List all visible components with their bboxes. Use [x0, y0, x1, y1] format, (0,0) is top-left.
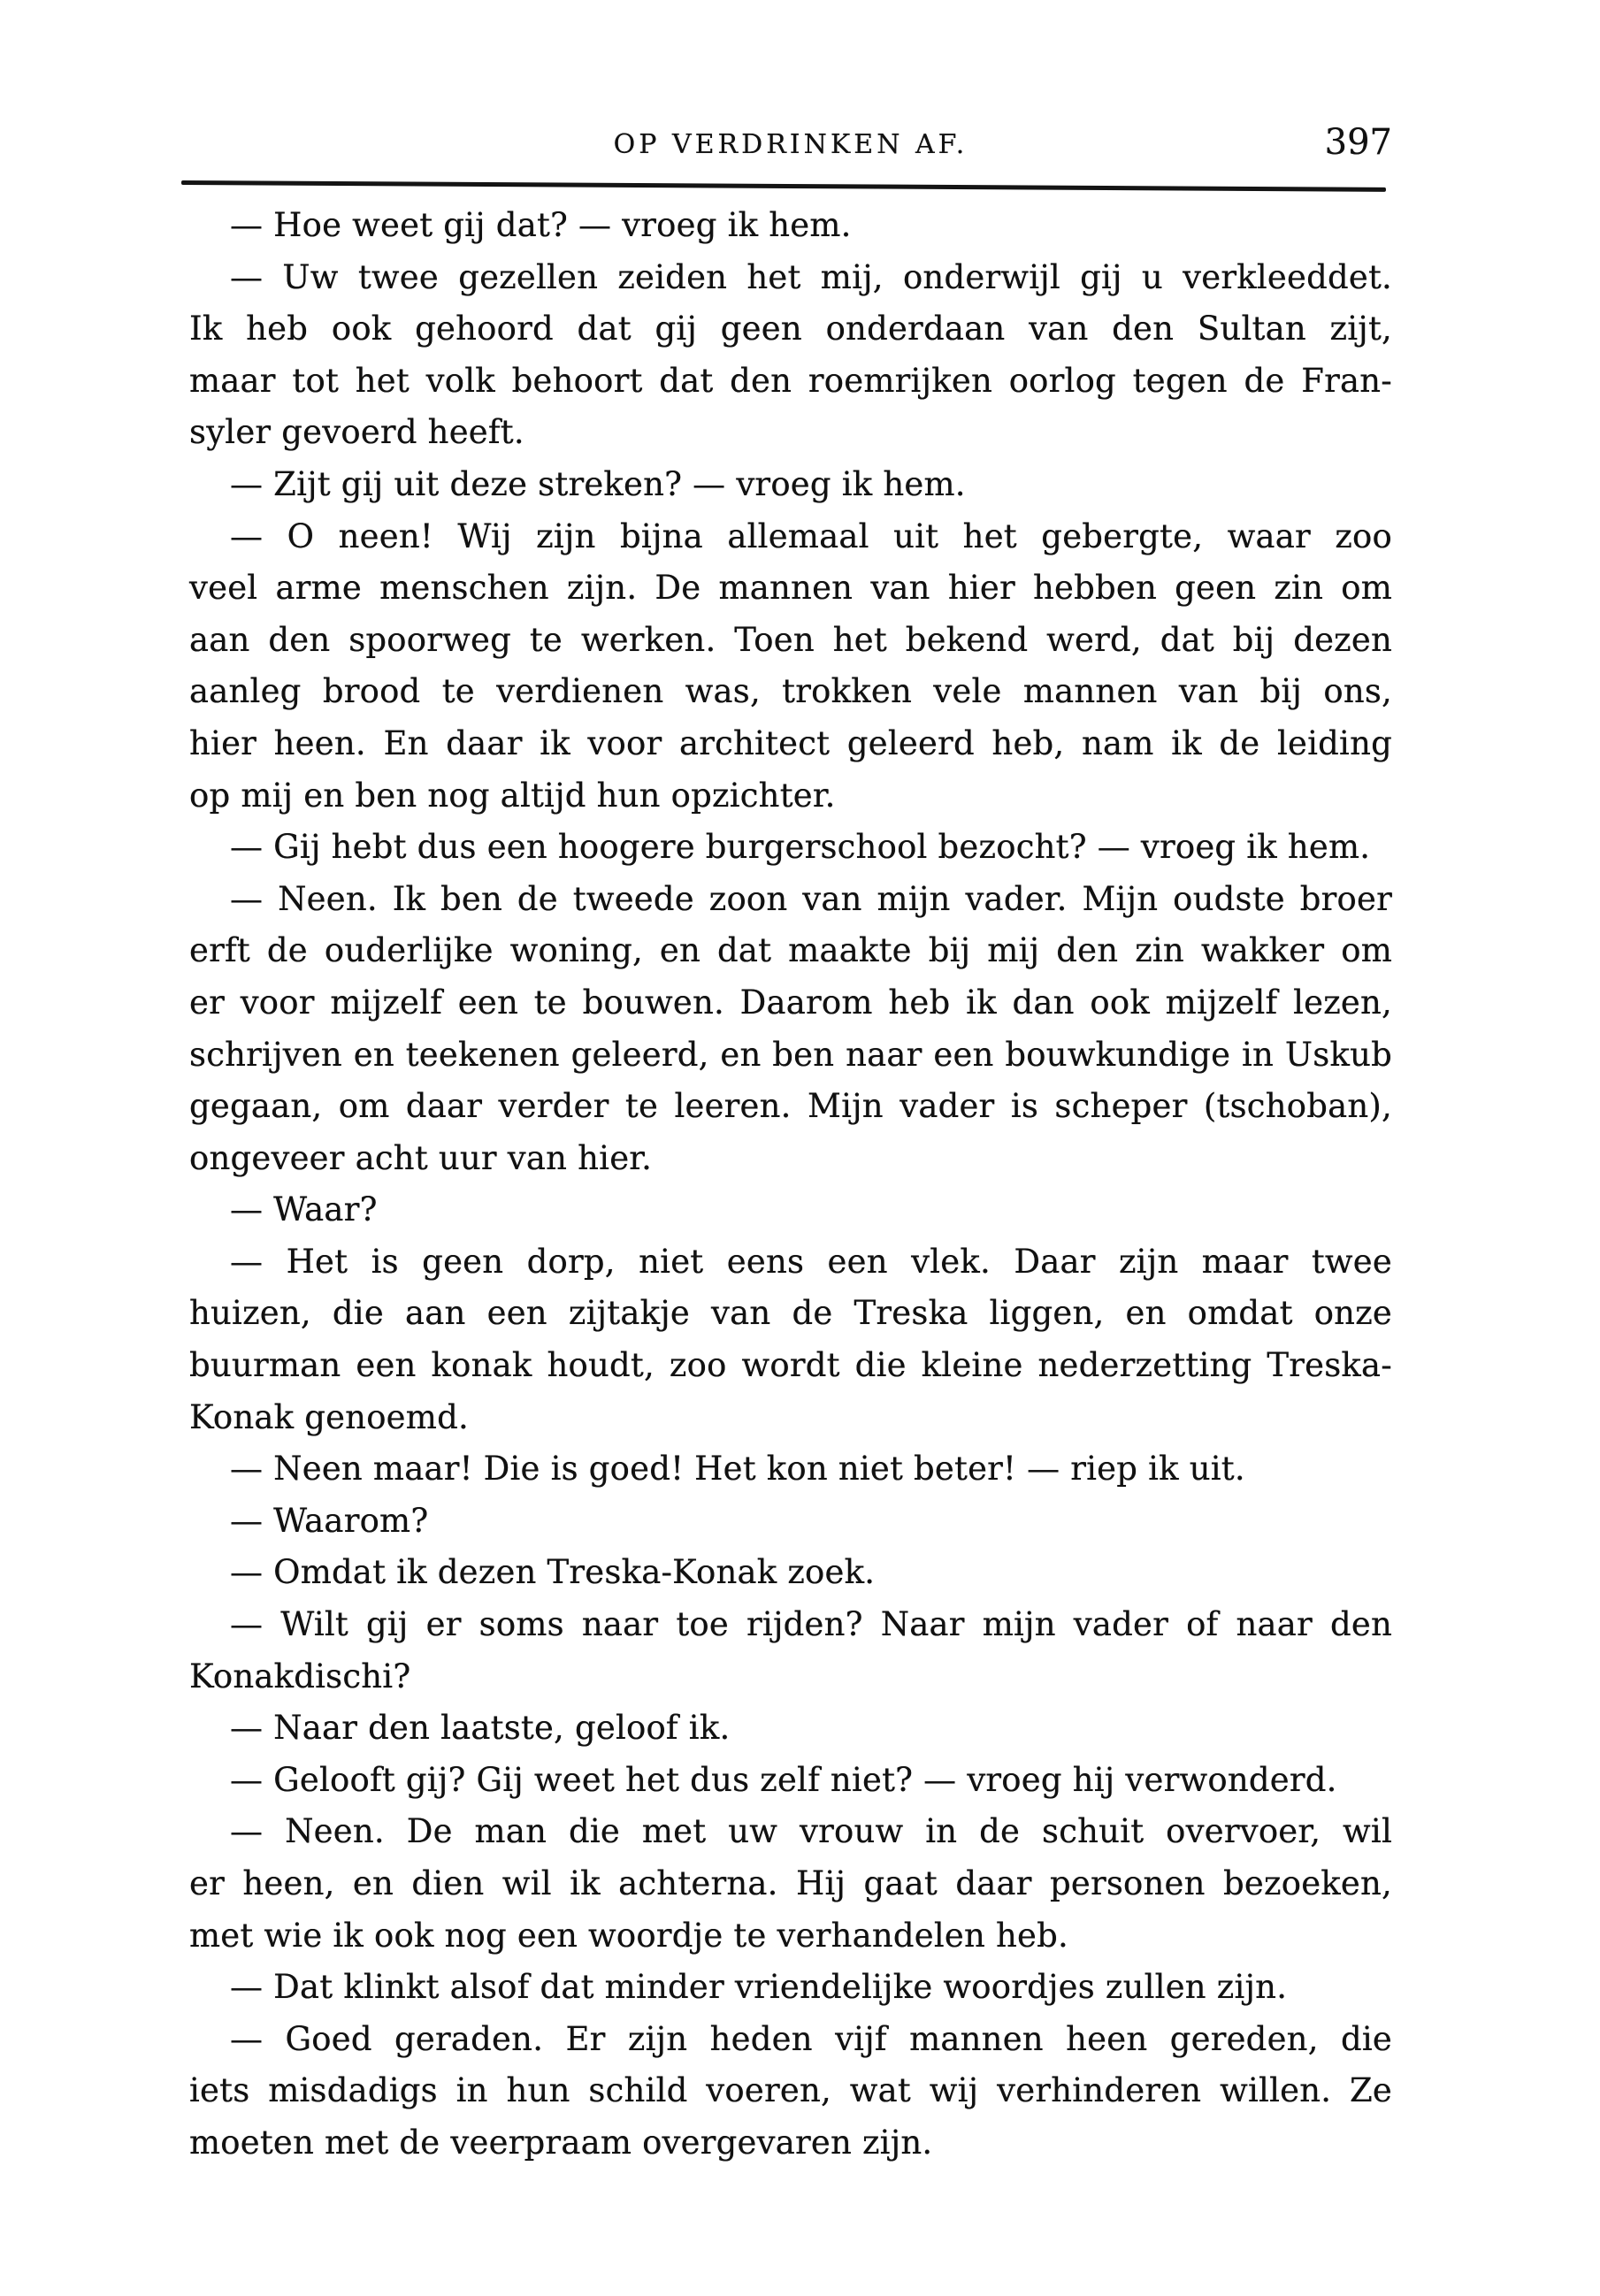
- text-line: — Gij hebt dus een hoogere burgerschool bezocht? — vroeg ik hem.: [230, 828, 1371, 867]
- text-line: maar tot het volk behoort dat den roemrijken oorlog tegen de Fran-: [189, 361, 1392, 400]
- text-line: op mij en ben nog altijd hun opzichter.: [189, 776, 836, 815]
- text-line: Konak genoemd.: [189, 1397, 469, 1436]
- text-line: huizen, die aan een zijtakje van de Treska liggen, en omdat onze: [189, 1294, 1392, 1333]
- running-header: [189, 122, 1392, 165]
- header-rule: [181, 180, 1386, 192]
- text-line: — Neen maar! Die is goed! Het kon niet beter! — riep ik uit.: [230, 1450, 1245, 1489]
- text-line: syler gevoerd heeft.: [189, 413, 524, 452]
- text-line: ongeveer acht uur van hier.: [189, 1138, 653, 1177]
- text-line: Konakdischi?: [189, 1657, 411, 1695]
- text-line: schrijven en teekenen geleerd, en ben naar een bouwkundige in Uskub: [189, 1035, 1392, 1074]
- text-line: — Gelooft gij? Gij weet het dus zelf niet? — vroeg hij verwonderd.: [230, 1760, 1337, 1799]
- text-line: — Uw twee gezellen zeiden het mij, onderwijl gij u verkleeddet.: [230, 257, 1392, 296]
- text-line: — Neen. De man die met uw vrouw in de schuit overvoer, wil: [230, 1812, 1392, 1851]
- text-line: — Waar?: [230, 1190, 378, 1229]
- text-line: — Hoe weet gij dat? — vroeg ik hem.: [230, 206, 852, 244]
- text-line: erft de ouderlijke woning, en dat maakte bij mij den zin wakker om: [189, 931, 1392, 970]
- text-block: [189, 200, 1392, 2170]
- text-line: buurman een konak houdt, zoo wordt die kleine nederzetting Treska-: [189, 1346, 1392, 1385]
- text-line: er voor mijzelf een te bouwen. Daarom heb ik dan ook mijzelf lezen,: [189, 983, 1392, 1022]
- text-line: — Wilt gij er soms naar toe rijden? Naar mijn vader of naar den: [230, 1605, 1392, 1644]
- text-line: — Omdat ik dezen Treska-Konak zoek.: [230, 1553, 876, 1592]
- text-line: gegaan, om daar verder te leeren. Mijn vader is scheper (tschoban),: [189, 1087, 1392, 1126]
- page-number: 397: [1324, 122, 1392, 163]
- text-line: — Neen. Ik ben de tweede zoon van mijn vader. Mijn oudste broer: [230, 879, 1392, 918]
- text-line: met wie ik ook nog een woordje te verhandelen heb.: [189, 1916, 1068, 1955]
- text-line: aan den spoorweg te werken. Toen het bekend werd, dat bij dezen: [189, 620, 1392, 659]
- text-line: er heen, en dien wil ik achterna. Hij gaat daar personen bezoeken,: [189, 1864, 1392, 1902]
- text-line: — Waarom?: [230, 1501, 429, 1540]
- text-line: — Het is geen dorp, niet eens een vlek. Daar zijn maar twee: [230, 1242, 1392, 1281]
- page-header-title: OP VERDRINKEN AF.: [613, 129, 968, 160]
- text-line: moeten met de veerpraam overgevaren zijn.: [189, 2123, 933, 2162]
- text-line: hier heen. En daar ik voor architect geleerd heb, nam ik de leiding: [189, 723, 1392, 762]
- text-line: — Dat klinkt alsof dat minder vriendelijke woordjes zullen zijn.: [230, 1968, 1288, 2007]
- text-line: iets misdadigs in hun schild voeren, wat wij verhinderen willen. Ze: [189, 2071, 1392, 2110]
- text-line: aanleg brood te verdienen was, trokken vele mannen van bij ons,: [189, 672, 1392, 711]
- text-line: veel arme menschen zijn. De mannen van hier hebben geen zin om: [189, 569, 1392, 608]
- text-line: — O neen! Wij zijn bijna allemaal uit het gebergte, waar zoo: [230, 517, 1392, 555]
- text-line: — Naar den laatste, geloof ik.: [230, 1709, 731, 1748]
- text-line: — Goed geraden. Er zijn heden vijf mannen heen gereden, die: [230, 2019, 1392, 2058]
- text-line: — Zijt gij uit deze streken? — vroeg ik hem.: [230, 464, 966, 503]
- text-line: Ik heb ook gehoord dat gij geen onderdaan van den Sultan zijt,: [189, 310, 1392, 348]
